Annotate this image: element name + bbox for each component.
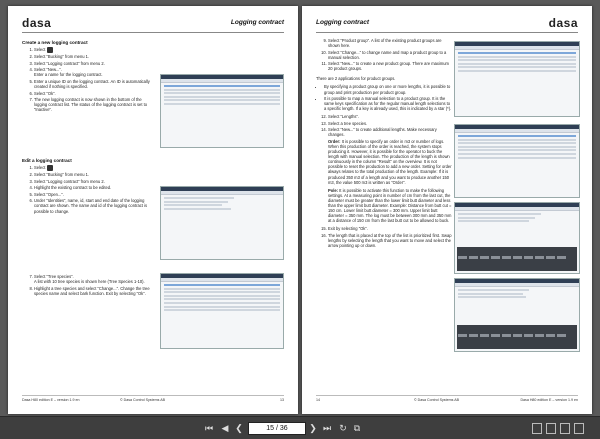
footer-copyright: © Dasa Control Systems AB: [414, 398, 459, 402]
footer-edition: Dasa H80 edition E – version 1.9 en: [520, 398, 578, 402]
list-item: 16. The length that is placed at the top of the list is prioritized first. Swap lengths by selecting the length that you want to move and select the arrow pointing up or down.: [328, 233, 452, 248]
dasa-logo: dasa: [22, 16, 52, 30]
order-paragraph: Order: It is possible to specify an order in m3 or number of logs. When this production of the order is reached, the system stops producing it. However, it is possible for the operator to buck the length with manual selection. The production of the length is shown continuously in the column “Result” on the overview. It is not possible to reset the production to add a new order. Setting for order always relates to the total production of the length. Example: If it is produced 350 m3 of a length and you want to produce another 150 m3, the value 500 m3 is written as “Order”.: [328, 138, 452, 185]
edit-steps: [22, 165, 154, 215]
list-item: 3. Select “Logging contract” from menu 2.: [34, 61, 154, 66]
paragraph: There are 2 applications for product groups.: [316, 76, 396, 82]
section-title-edit: Edit a logging contract: [22, 158, 72, 163]
thumbnail-icon[interactable]: [574, 423, 584, 434]
right-column-text: [316, 38, 452, 250]
footer-page-number: 13: [280, 398, 284, 402]
rotate-icon[interactable]: ↻: [339, 423, 347, 433]
screenshot-pole: [454, 278, 580, 352]
list-item: 9. Select “Product group”. A list of the existing product groups are shown here.: [328, 38, 452, 48]
page-number-input[interactable]: 15 / 36: [248, 422, 306, 435]
page-footer: [316, 395, 578, 404]
list-item: 12. Select “Lengths”.: [328, 114, 452, 119]
list-item: 8. Highlight a tree species and select “Change...”. Change the tree species name and select bark function. Exit by selecting “Ok”.: [34, 286, 154, 296]
list-item: 4. Highlight the existing contract to be edited.: [34, 185, 154, 190]
first-page-icon[interactable]: ⏮: [204, 423, 214, 433]
pole-paragraph: Pole: It is possible to activate this function to make the following settings. At a measuring point in number of cm from the last cut, the diameter must be greater than the lower limit butt diameter and less than the upper limit butt diameter. Example: Distance from butt cut = 150 cm. Lower limit butt diameter = 300 mm. Upper limit butt diameter = 350 mm. The log must be between 300 mm and 350 mm at a distance of 150 cm from the last butt cut to be allowed to buck.: [328, 187, 452, 224]
list-item: 14. Select “New...” to create additional lengths. Make necessary changes.: [328, 127, 452, 137]
list-item: 13. Select a tree species.: [328, 121, 452, 126]
footer-copyright: © Dasa Control Systems AB: [120, 398, 165, 402]
screenshot-contract-list: [160, 74, 284, 148]
list-item: 3. Select “Logging contract” from menu 2.: [34, 179, 154, 184]
left-page: [8, 6, 298, 414]
list-item: 2. Select “Bucking” from menu 1.: [34, 54, 154, 59]
list-item: 11. Select “New...” to create a new product group. There are maximum 20 product groups.: [328, 61, 452, 71]
next-page-icon[interactable]: ❯: [309, 423, 317, 433]
footer-edition: Dasa H80 edition E – version 1.9 en: [22, 398, 80, 402]
screenshot-product-group: [454, 41, 580, 117]
list-item: 2. Select “Bucking” from menu 1.: [34, 172, 154, 177]
screenshot-identities: [160, 186, 284, 260]
prev-page-icon[interactable]: ◀: [221, 423, 229, 433]
list-item: 5. Select “Open...”.: [34, 192, 154, 197]
screenshot-lengths: [454, 124, 580, 198]
screenshot-tree-species: [160, 273, 284, 349]
header-title: Logging contract: [230, 19, 284, 26]
single-page-icon[interactable]: [532, 423, 542, 434]
list-item: 6. Under “Identities”, name, id, start and end date of the logging contract are shown. The name and id of the logging contract is possible to change.: [34, 198, 154, 213]
list-item: 7. Select “Tree species”. A list with 10 tree species is shown here (Tree Species 1-10).: [34, 274, 154, 284]
list-item: 5. Enter a unique ID on the logging contract. An ID is automatically created if nothing is specified.: [34, 79, 154, 89]
list-item: 7. The new logging contract is now shown in the bottom of the logging contract list. The status of the logging contract is set to “Inactive”.: [34, 97, 154, 112]
list-item: • By specifying a product group on one or more lengths, it is possible to group and print production per product group.: [324, 84, 452, 94]
list-item: 15. Exit by selecting “Ok”.: [328, 226, 452, 231]
dasa-logo: dasa: [548, 16, 578, 30]
menu-icon: [47, 165, 53, 171]
two-page-icon[interactable]: [546, 423, 556, 434]
list-item: 4. Select “New...”. Enter a name for the logging contract.: [34, 67, 154, 77]
header-title: Logging contract: [316, 19, 370, 26]
list-item: 1. Select: [34, 47, 154, 53]
menu-icon: [47, 47, 53, 53]
grid-icon[interactable]: [560, 423, 570, 434]
list-item: 1. Select: [34, 165, 154, 171]
list-item: • It is possible to map a manual selection to a product group. It is the same keys specification as for the regular manual length selections to a specific length. If a key is already used, this is indicated by a star (*).: [324, 96, 452, 111]
section-title-create: Create a new logging contract: [22, 40, 88, 45]
prev-page-icon-alt[interactable]: ❮: [235, 423, 243, 433]
footer-page-number: 14: [316, 398, 320, 402]
list-item: 10. Select “Change...” to change name and map a product group to a manual selection.: [328, 50, 452, 60]
last-page-icon[interactable]: ⏭: [322, 423, 332, 433]
viewer-toolbar: [0, 416, 600, 439]
page-footer: [22, 395, 284, 404]
page-header: [22, 16, 284, 33]
screenshot-length-edit: [454, 202, 580, 274]
species-steps: [22, 274, 154, 297]
page-header: [316, 16, 578, 33]
copy-icon[interactable]: ⧉: [353, 423, 361, 433]
list-item: 6. Select “Ok”.: [34, 91, 154, 96]
create-steps: [22, 47, 154, 114]
right-page: [302, 6, 592, 414]
